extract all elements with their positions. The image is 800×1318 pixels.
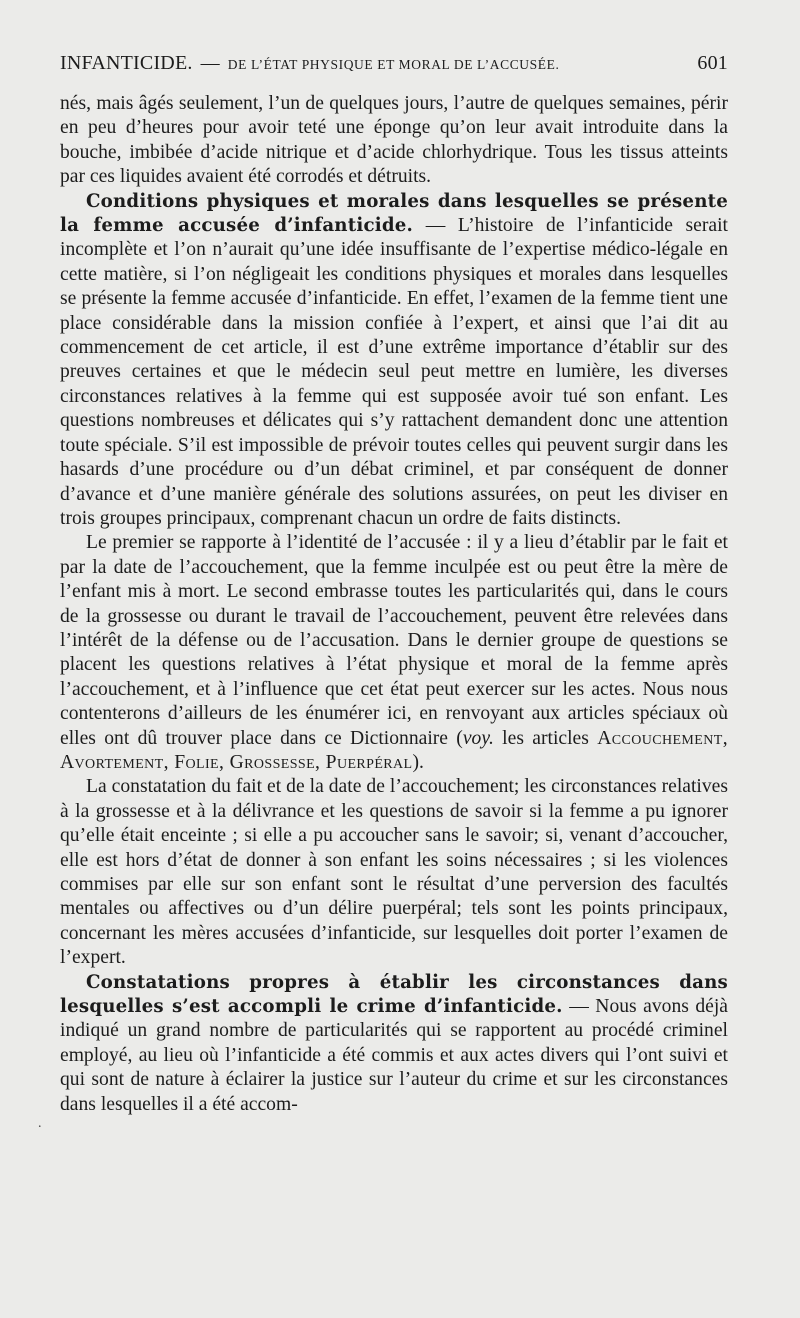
paragraph-constatations-propres	[60, 971, 728, 1117]
paragraph-three-groups-text-c: ).	[412, 751, 424, 773]
paragraph-constatation: La constatation du fait et de la date de l’accouchement; les circonstances relatives à la grossesse et à la délivrance et les questions de savoir si la femme a pu ignorer qu’elle était enceinte ; si elle a pu accoucher sans le savoir; si, venant d’accoucher, elle est hors d’état de donner à son enfant les soins nécessaires ; si les violences commises par elle sur son enfant sont le résultat d’une perversion des facultés mentales ou affectives ou d’un délire puerpéral; tels sont les points principaux, concernant les mères accusées d’infanticide, sur lesquelles doit porter l’examen de l’expert.	[60, 776, 728, 969]
body-text	[60, 92, 728, 1117]
margin-dot: .	[38, 1116, 42, 1131]
running-title	[60, 52, 559, 75]
cross-references: Accouchement, Avortement, Folie, Grossesse, Puerpéral	[60, 727, 728, 773]
voy-abbreviation: voy.	[462, 727, 494, 749]
paragraph-constatations-text: — Nous avons déjà indiqué un grand nombre de particularités qui se rapportent au procédé criminel employé, au lieu où l’infanticide a été commis et aux actes divers qui l’ont suivi et qui sont de nature à éclairer la justice sur l’auteur du crime et sur les circonstances dans lesquelles il a été accom-	[60, 996, 728, 1115]
running-title-subtitle: DE L’ÉTAT PHYSIQUE ET MORAL DE L’ACCUSÉE.	[227, 57, 560, 72]
paragraph-three-groups-text-b: les articles	[493, 727, 598, 749]
paragraph-continuation: nés, mais âgés seulement, l’un de quelques jours, l’autre de quelques semaines, périr en peu d’heures pour avoir teté une éponge qu’on leur avait introduite dans la bouche, imbibée d’acide nitrique et d’acide chlorhydrique. Tous les tissus atteints par ces liquides avaient été corrodés et détruits.	[60, 93, 728, 188]
page-number: 601	[697, 52, 728, 74]
paragraph-conditions	[60, 190, 728, 532]
running-header	[60, 52, 728, 82]
paragraph-conditions-text: — L’histoire de l’infanticide serait incomplète et l’on n’aurait qu’une idée insuffisante de l’expertise médico-légale en cette matière, si l’on négligeait les conditions physiques et morales dans lesquelles se présente la femme accusée d’infanticide. En effet, l’examen de la femme tient une place considérable dans la mission confiée à l’expert, et ainsi que l’ai dit au commencement de cet article, il est d’une extrême importance d’établir sur des preuves certaines et que le médecin seul peut mettre en lumière, les diverses circonstances relatives à la femme qui est supposée avoir tué son enfant. Les questions nombreuses et délicates qui s’y rattachent demandent donc une attention toute spéciale. S’il est impossible de prévoir toutes celles qui peuvent surgir dans les hasards d’une procédure ou d’un débat criminel, et par conséquent de donner d’avance et d’une manière générale des solutions assurées, on peut les diviser en trois groupes principaux, comprenant chacun un ordre de faits distincts.	[60, 215, 728, 529]
paragraph-three-groups	[60, 531, 728, 775]
section-heading-constatations: Constatations propres à établir les circonstances dans lesquelles s’est accompli le crime d’infanticide.	[60, 971, 728, 1018]
running-title-separator: —	[200, 53, 220, 74]
section-heading-conditions: Conditions physiques et morales dans lesquelles se présente la femme accusée d’infanticide.	[60, 190, 728, 237]
running-title-main: INFANTICIDE.	[60, 52, 193, 74]
paragraph-three-groups-text: Le premier se rapporte à l’identité de l’accusée : il y a lieu d’établir par le fait et par la date de l’accouchement, que la femme inculpée est ou peut être la mère de l’enfant mis à mort. Le second embrasse toutes les particularités qui, dans le cours de la grossesse ou durant le travail de l’accouchement, peuvent être relevées dans l’intérêt de la défense ou de l’accusation. Dans le dernier groupe de questions se placent les questions relatives à l’état physique et moral de la femme après l’accouchement, et à l’influence que cet état peut exercer sur les actes. Nous nous contenterons d’ailleurs de les énumérer ici, en renvoyant aux articles spéciaux où elles ont dû trouver place dans ce Dictionnaire (	[60, 532, 728, 749]
